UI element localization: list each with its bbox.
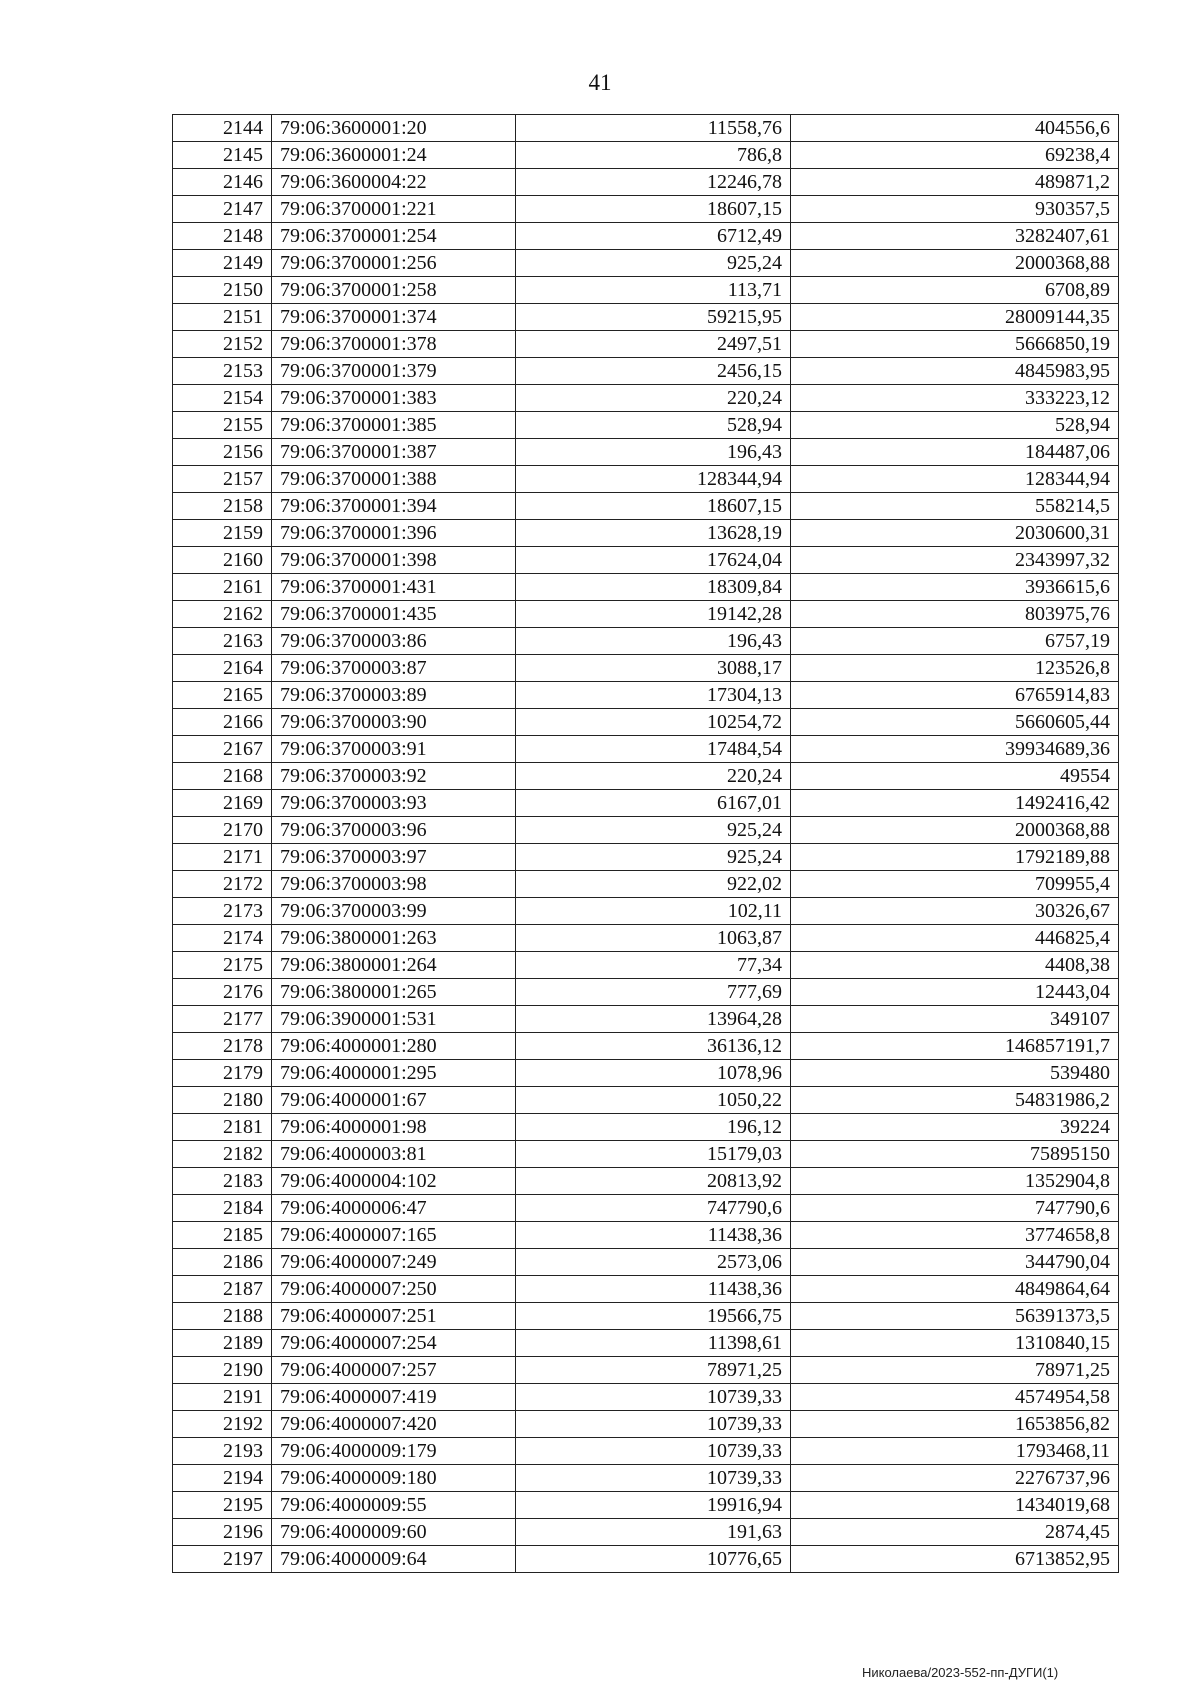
table-row (173, 817, 1119, 844)
cadastral-number-cell: 79:06:3700003:99 (272, 898, 516, 925)
row-number-cell: 2172 (173, 871, 272, 898)
row-number-cell: 2159 (173, 520, 272, 547)
value-cell: 349107 (791, 1006, 1119, 1033)
area-cell: 922,02 (516, 871, 791, 898)
row-number-cell: 2171 (173, 844, 272, 871)
row-number-cell: 2175 (173, 952, 272, 979)
value-cell: 5660605,44 (791, 709, 1119, 736)
cadastral-number-cell: 79:06:3800001:264 (272, 952, 516, 979)
table-row (173, 1384, 1119, 1411)
cadastral-number-cell: 79:06:4000006:47 (272, 1195, 516, 1222)
value-cell: 1310840,15 (791, 1330, 1119, 1357)
value-cell: 4845983,95 (791, 358, 1119, 385)
table-row (173, 898, 1119, 925)
cadastral-number-cell: 79:06:3700003:87 (272, 655, 516, 682)
table-row (173, 547, 1119, 574)
cadastral-number-cell: 79:06:3700003:92 (272, 763, 516, 790)
value-cell: 333223,12 (791, 385, 1119, 412)
table-row (173, 412, 1119, 439)
value-cell: 404556,6 (791, 115, 1119, 142)
area-cell: 10254,72 (516, 709, 791, 736)
table-row (173, 520, 1119, 547)
table-row (173, 1303, 1119, 1330)
row-number-cell: 2147 (173, 196, 272, 223)
row-number-cell: 2185 (173, 1222, 272, 1249)
cadastral-number-cell: 79:06:4000009:179 (272, 1438, 516, 1465)
area-cell: 1078,96 (516, 1060, 791, 1087)
row-number-cell: 2170 (173, 817, 272, 844)
cadastral-number-cell: 79:06:3700001:254 (272, 223, 516, 250)
table-row (173, 1006, 1119, 1033)
value-cell: 6757,19 (791, 628, 1119, 655)
row-number-cell: 2182 (173, 1141, 272, 1168)
area-cell: 13964,28 (516, 1006, 791, 1033)
cadastral-number-cell: 79:06:3900001:531 (272, 1006, 516, 1033)
table-row (173, 844, 1119, 871)
area-cell: 925,24 (516, 844, 791, 871)
area-cell: 747790,6 (516, 1195, 791, 1222)
table-row (173, 655, 1119, 682)
cadastral-number-cell: 79:06:4000001:67 (272, 1087, 516, 1114)
table-row (173, 1195, 1119, 1222)
value-cell: 5666850,19 (791, 331, 1119, 358)
cadastral-number-cell: 79:06:3700001:258 (272, 277, 516, 304)
row-number-cell: 2178 (173, 1033, 272, 1060)
area-cell: 11558,76 (516, 115, 791, 142)
value-cell: 489871,2 (791, 169, 1119, 196)
table-row (173, 1168, 1119, 1195)
table-row (173, 1222, 1119, 1249)
cadastral-number-cell: 79:06:4000009:180 (272, 1465, 516, 1492)
row-number-cell: 2167 (173, 736, 272, 763)
value-cell: 49554 (791, 763, 1119, 790)
row-number-cell: 2193 (173, 1438, 272, 1465)
row-number-cell: 2149 (173, 250, 272, 277)
cadastral-number-cell: 79:06:4000003:81 (272, 1141, 516, 1168)
row-number-cell: 2145 (173, 142, 272, 169)
table-row (173, 331, 1119, 358)
area-cell: 220,24 (516, 385, 791, 412)
cadastral-number-cell: 79:06:3700001:374 (272, 304, 516, 331)
table-row (173, 1411, 1119, 1438)
value-cell: 3936615,6 (791, 574, 1119, 601)
value-cell: 803975,76 (791, 601, 1119, 628)
area-cell: 925,24 (516, 250, 791, 277)
value-cell: 2874,45 (791, 1519, 1119, 1546)
area-cell: 10776,65 (516, 1546, 791, 1573)
cadastral-number-cell: 79:06:3700001:431 (272, 574, 516, 601)
area-cell: 113,71 (516, 277, 791, 304)
row-number-cell: 2183 (173, 1168, 272, 1195)
row-number-cell: 2179 (173, 1060, 272, 1087)
area-cell: 777,69 (516, 979, 791, 1006)
cadastral-number-cell: 79:06:3700001:394 (272, 493, 516, 520)
cadastral-number-cell: 79:06:3700001:379 (272, 358, 516, 385)
value-cell: 1792189,88 (791, 844, 1119, 871)
document-footer: Николаева/2023-552-пп-ДУГИ(1) (862, 1665, 1059, 1680)
value-cell: 2276737,96 (791, 1465, 1119, 1492)
area-cell: 19566,75 (516, 1303, 791, 1330)
row-number-cell: 2150 (173, 277, 272, 304)
value-cell: 30326,67 (791, 898, 1119, 925)
cadastral-number-cell: 79:06:3600001:20 (272, 115, 516, 142)
table-row (173, 1492, 1119, 1519)
area-cell: 15179,03 (516, 1141, 791, 1168)
cadastral-number-cell: 79:06:3700001:387 (272, 439, 516, 466)
area-cell: 18607,15 (516, 493, 791, 520)
value-cell: 1653856,82 (791, 1411, 1119, 1438)
area-cell: 19142,28 (516, 601, 791, 628)
cadastral-number-cell: 79:06:3700001:385 (272, 412, 516, 439)
row-number-cell: 2181 (173, 1114, 272, 1141)
table-row (173, 277, 1119, 304)
area-cell: 6712,49 (516, 223, 791, 250)
row-number-cell: 2194 (173, 1465, 272, 1492)
table-row (173, 169, 1119, 196)
table-row (173, 979, 1119, 1006)
value-cell: 558214,5 (791, 493, 1119, 520)
row-number-cell: 2146 (173, 169, 272, 196)
cadastral-number-cell: 79:06:4000007:419 (272, 1384, 516, 1411)
cadastral-table (172, 114, 1119, 1573)
row-number-cell: 2169 (173, 790, 272, 817)
area-cell: 10739,33 (516, 1438, 791, 1465)
value-cell: 6708,89 (791, 277, 1119, 304)
cadastral-number-cell: 79:06:3700001:435 (272, 601, 516, 628)
area-cell: 17484,54 (516, 736, 791, 763)
area-cell: 18309,84 (516, 574, 791, 601)
row-number-cell: 2151 (173, 304, 272, 331)
value-cell: 39934689,36 (791, 736, 1119, 763)
value-cell: 75895150 (791, 1141, 1119, 1168)
value-cell: 184487,06 (791, 439, 1119, 466)
row-number-cell: 2196 (173, 1519, 272, 1546)
area-cell: 102,11 (516, 898, 791, 925)
cadastral-number-cell: 79:06:3600001:24 (272, 142, 516, 169)
area-cell: 2497,51 (516, 331, 791, 358)
table-row (173, 574, 1119, 601)
area-cell: 2573,06 (516, 1249, 791, 1276)
area-cell: 11438,36 (516, 1222, 791, 1249)
table-row (173, 493, 1119, 520)
area-cell: 78971,25 (516, 1357, 791, 1384)
value-cell: 39224 (791, 1114, 1119, 1141)
row-number-cell: 2187 (173, 1276, 272, 1303)
value-cell: 4849864,64 (791, 1276, 1119, 1303)
row-number-cell: 2161 (173, 574, 272, 601)
table-row (173, 1519, 1119, 1546)
cadastral-number-cell: 79:06:4000007:250 (272, 1276, 516, 1303)
cadastral-number-cell: 79:06:4000004:102 (272, 1168, 516, 1195)
row-number-cell: 2148 (173, 223, 272, 250)
table-row (173, 763, 1119, 790)
value-cell: 1793468,11 (791, 1438, 1119, 1465)
value-cell: 528,94 (791, 412, 1119, 439)
table-row (173, 1114, 1119, 1141)
table-row (173, 952, 1119, 979)
table-row (173, 601, 1119, 628)
table-row (173, 1546, 1119, 1573)
value-cell: 344790,04 (791, 1249, 1119, 1276)
cadastral-number-cell: 79:06:4000001:295 (272, 1060, 516, 1087)
area-cell: 77,34 (516, 952, 791, 979)
row-number-cell: 2152 (173, 331, 272, 358)
row-number-cell: 2168 (173, 763, 272, 790)
table-row (173, 790, 1119, 817)
table-row (173, 358, 1119, 385)
cadastral-number-cell: 79:06:3700003:86 (272, 628, 516, 655)
value-cell: 4574954,58 (791, 1384, 1119, 1411)
value-cell: 3774658,8 (791, 1222, 1119, 1249)
table-row (173, 142, 1119, 169)
row-number-cell: 2163 (173, 628, 272, 655)
table-row (173, 1033, 1119, 1060)
row-number-cell: 2192 (173, 1411, 272, 1438)
cadastral-number-cell: 79:06:3600004:22 (272, 169, 516, 196)
cadastral-number-cell: 79:06:4000009:64 (272, 1546, 516, 1573)
area-cell: 2456,15 (516, 358, 791, 385)
value-cell: 2030600,31 (791, 520, 1119, 547)
cadastral-number-cell: 79:06:3700003:89 (272, 682, 516, 709)
table-row (173, 709, 1119, 736)
table-row (173, 1357, 1119, 1384)
row-number-cell: 2184 (173, 1195, 272, 1222)
cadastral-number-cell: 79:06:3700001:398 (272, 547, 516, 574)
row-number-cell: 2158 (173, 493, 272, 520)
row-number-cell: 2155 (173, 412, 272, 439)
value-cell: 123526,8 (791, 655, 1119, 682)
cadastral-number-cell: 79:06:3700003:97 (272, 844, 516, 871)
row-number-cell: 2166 (173, 709, 272, 736)
cadastral-number-cell: 79:06:4000009:60 (272, 1519, 516, 1546)
cadastral-number-cell: 79:06:4000007:257 (272, 1357, 516, 1384)
value-cell: 6713852,95 (791, 1546, 1119, 1573)
table-row (173, 439, 1119, 466)
value-cell: 6765914,83 (791, 682, 1119, 709)
row-number-cell: 2197 (173, 1546, 272, 1573)
cadastral-number-cell: 79:06:4000001:98 (272, 1114, 516, 1141)
value-cell: 128344,94 (791, 466, 1119, 493)
cadastral-number-cell: 79:06:3700003:98 (272, 871, 516, 898)
table-row (173, 736, 1119, 763)
area-cell: 196,43 (516, 628, 791, 655)
value-cell: 54831986,2 (791, 1087, 1119, 1114)
row-number-cell: 2164 (173, 655, 272, 682)
row-number-cell: 2186 (173, 1249, 272, 1276)
area-cell: 196,12 (516, 1114, 791, 1141)
row-number-cell: 2180 (173, 1087, 272, 1114)
row-number-cell: 2177 (173, 1006, 272, 1033)
cadastral-number-cell: 79:06:4000001:280 (272, 1033, 516, 1060)
cadastral-number-cell: 79:06:4000007:165 (272, 1222, 516, 1249)
row-number-cell: 2160 (173, 547, 272, 574)
row-number-cell: 2156 (173, 439, 272, 466)
area-cell: 3088,17 (516, 655, 791, 682)
area-cell: 925,24 (516, 817, 791, 844)
area-cell: 1050,22 (516, 1087, 791, 1114)
area-cell: 59215,95 (516, 304, 791, 331)
value-cell: 146857191,7 (791, 1033, 1119, 1060)
area-cell: 128344,94 (516, 466, 791, 493)
value-cell: 12443,04 (791, 979, 1119, 1006)
value-cell: 2343997,32 (791, 547, 1119, 574)
cadastral-number-cell: 79:06:3700001:383 (272, 385, 516, 412)
cadastral-number-cell: 79:06:3700001:396 (272, 520, 516, 547)
row-number-cell: 2165 (173, 682, 272, 709)
cadastral-number-cell: 79:06:4000007:251 (272, 1303, 516, 1330)
table-row (173, 682, 1119, 709)
table-row (173, 1141, 1119, 1168)
table-row (173, 628, 1119, 655)
row-number-cell: 2162 (173, 601, 272, 628)
table-row (173, 304, 1119, 331)
value-cell: 4408,38 (791, 952, 1119, 979)
row-number-cell: 2144 (173, 115, 272, 142)
cadastral-number-cell: 79:06:4000007:249 (272, 1249, 516, 1276)
row-number-cell: 2153 (173, 358, 272, 385)
value-cell: 930357,5 (791, 196, 1119, 223)
area-cell: 528,94 (516, 412, 791, 439)
row-number-cell: 2190 (173, 1357, 272, 1384)
cadastral-number-cell: 79:06:3700003:90 (272, 709, 516, 736)
value-cell: 2000368,88 (791, 250, 1119, 277)
table-row (173, 871, 1119, 898)
table-row (173, 223, 1119, 250)
value-cell: 69238,4 (791, 142, 1119, 169)
value-cell: 56391373,5 (791, 1303, 1119, 1330)
value-cell: 2000368,88 (791, 817, 1119, 844)
table-row (173, 385, 1119, 412)
area-cell: 196,43 (516, 439, 791, 466)
cadastral-number-cell: 79:06:3700003:96 (272, 817, 516, 844)
area-cell: 13628,19 (516, 520, 791, 547)
table-body (173, 115, 1119, 1573)
table-row (173, 250, 1119, 277)
area-cell: 11398,61 (516, 1330, 791, 1357)
cadastral-number-cell: 79:06:3800001:265 (272, 979, 516, 1006)
cadastral-number-cell: 79:06:3700001:256 (272, 250, 516, 277)
row-number-cell: 2195 (173, 1492, 272, 1519)
area-cell: 10739,33 (516, 1411, 791, 1438)
value-cell: 3282407,61 (791, 223, 1119, 250)
cadastral-number-cell: 79:06:4000007:420 (272, 1411, 516, 1438)
cadastral-number-cell: 79:06:4000009:55 (272, 1492, 516, 1519)
value-cell: 78971,25 (791, 1357, 1119, 1384)
area-cell: 191,63 (516, 1519, 791, 1546)
cadastral-number-cell: 79:06:3700001:378 (272, 331, 516, 358)
area-cell: 220,24 (516, 763, 791, 790)
table-row (173, 115, 1119, 142)
area-cell: 17624,04 (516, 547, 791, 574)
area-cell: 786,8 (516, 142, 791, 169)
area-cell: 10739,33 (516, 1465, 791, 1492)
value-cell: 1352904,8 (791, 1168, 1119, 1195)
value-cell: 446825,4 (791, 925, 1119, 952)
area-cell: 6167,01 (516, 790, 791, 817)
page-number: 41 (588, 70, 612, 95)
table-row (173, 1330, 1119, 1357)
row-number-cell: 2191 (173, 1384, 272, 1411)
area-cell: 10739,33 (516, 1384, 791, 1411)
table-row (173, 1465, 1119, 1492)
value-cell: 1492416,42 (791, 790, 1119, 817)
value-cell: 28009144,35 (791, 304, 1119, 331)
table-row (173, 466, 1119, 493)
row-number-cell: 2154 (173, 385, 272, 412)
area-cell: 11438,36 (516, 1276, 791, 1303)
area-cell: 1063,87 (516, 925, 791, 952)
value-cell: 539480 (791, 1060, 1119, 1087)
cadastral-number-cell: 79:06:3700003:93 (272, 790, 516, 817)
area-cell: 12246,78 (516, 169, 791, 196)
table-row (173, 196, 1119, 223)
area-cell: 19916,94 (516, 1492, 791, 1519)
row-number-cell: 2189 (173, 1330, 272, 1357)
table-row (173, 1060, 1119, 1087)
row-number-cell: 2176 (173, 979, 272, 1006)
row-number-cell: 2157 (173, 466, 272, 493)
cadastral-number-cell: 79:06:3700003:91 (272, 736, 516, 763)
table-row (173, 1087, 1119, 1114)
cadastral-number-cell: 79:06:3700001:388 (272, 466, 516, 493)
table-row (173, 1276, 1119, 1303)
row-number-cell: 2173 (173, 898, 272, 925)
row-number-cell: 2188 (173, 1303, 272, 1330)
value-cell: 1434019,68 (791, 1492, 1119, 1519)
area-cell: 18607,15 (516, 196, 791, 223)
value-cell: 709955,4 (791, 871, 1119, 898)
cadastral-number-cell: 79:06:4000007:254 (272, 1330, 516, 1357)
area-cell: 20813,92 (516, 1168, 791, 1195)
area-cell: 36136,12 (516, 1033, 791, 1060)
cadastral-number-cell: 79:06:3700001:221 (272, 196, 516, 223)
row-number-cell: 2174 (173, 925, 272, 952)
area-cell: 17304,13 (516, 682, 791, 709)
table-row (173, 1249, 1119, 1276)
cadastral-number-cell: 79:06:3800001:263 (272, 925, 516, 952)
table-row (173, 1438, 1119, 1465)
table-row (173, 925, 1119, 952)
value-cell: 747790,6 (791, 1195, 1119, 1222)
